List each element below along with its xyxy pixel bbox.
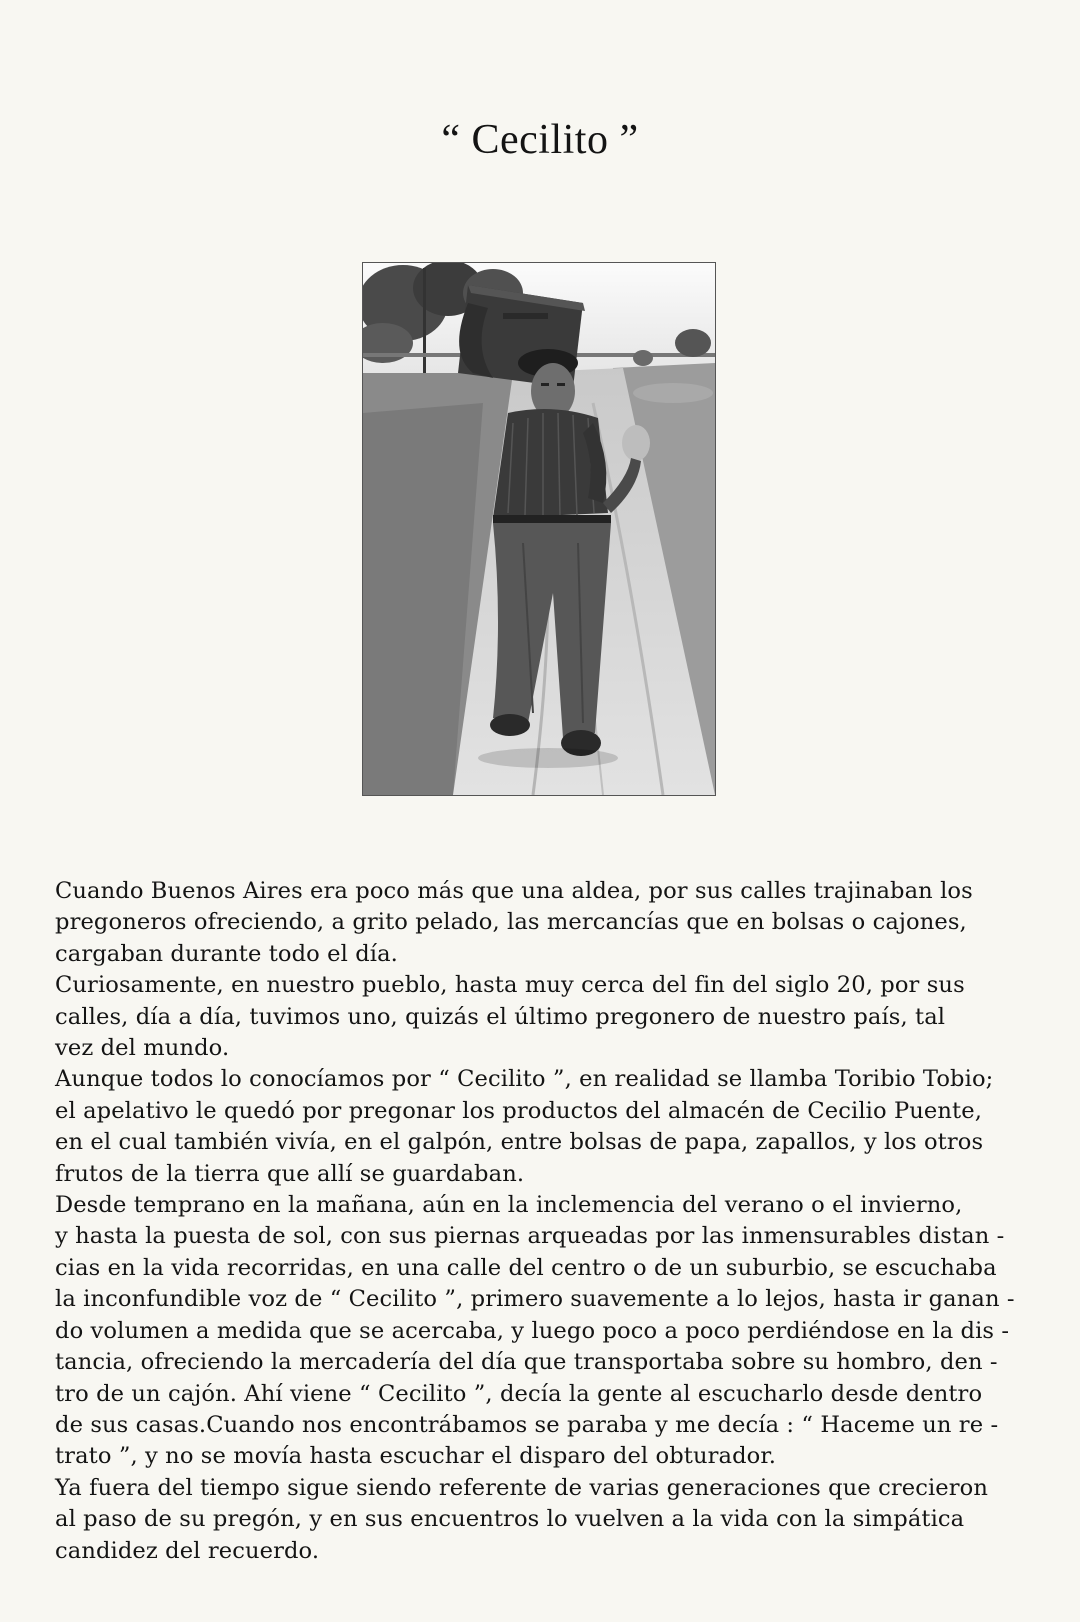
body-line: trato ”, y no se movía hasta escuchar el disparo del obturador. — [55, 1443, 777, 1470]
body-line: la inconfundible voz de “ Cecilito ”, primero suavemente a lo lejos, hasta ir ganan - — [55, 1286, 1015, 1313]
photograph-icon — [363, 263, 715, 795]
body-line: cias en la vida recorridas, en una calle del centro o de un suburbio, se escuchaba — [55, 1254, 997, 1281]
body-line: vez del mundo. — [55, 1035, 230, 1062]
body-line: Ya fuera del tiempo sigue siendo referente de varias generaciones que crecieron — [55, 1474, 989, 1501]
page-title: “ Cecilito ” — [441, 117, 639, 163]
photograph — [362, 262, 716, 796]
body-line: Aunque todos lo conocíamos por “ Cecilito ”, en realidad se llamba Toribio Tobio; — [55, 1066, 994, 1093]
body-line: tancia, ofreciendo la mercadería del día que transportaba sobre su hombro, den - — [55, 1349, 998, 1376]
body-line: el apelativo le quedó por pregonar los productos del almacén de Cecilio Puente, — [55, 1097, 982, 1124]
article-body — [55, 876, 1045, 1567]
body-line: en el cual también vivía, en el galpón, entre bolsas de papa, zapallos, y los otros — [55, 1129, 984, 1156]
body-line: de sus casas.Cuando nos encontrábamos se paraba y me decía : “ Haceme un re - — [55, 1411, 999, 1438]
body-line: y hasta la puesta de sol, con sus piernas arqueadas por las inmensurables distan - — [55, 1223, 1005, 1250]
body-line: frutos de la tierra que allí se guardaban. — [55, 1160, 525, 1187]
body-line: do volumen a medida que se acercaba, y luego poco a poco perdiéndose en la dis - — [55, 1317, 1010, 1344]
body-line: al paso de su pregón, y en sus encuentros lo vuelven a la vida con la simpática — [55, 1506, 965, 1533]
body-line: Desde temprano en la mañana, aún en la inclemencia del verano o el invierno, — [55, 1192, 963, 1219]
body-line: pregoneros ofreciendo, a grito pelado, las mercancías que en bolsas o cajones, — [55, 909, 967, 936]
body-line: Cuando Buenos Aires era poco más que una aldea, por sus calles trajinaban los — [55, 878, 973, 904]
body-line: calles, día a día, tuvimos uno, quizás el último pregonero de nuestro país, tal — [55, 1003, 946, 1030]
body-line: candidez del recuerdo. — [55, 1537, 320, 1564]
body-line: Curiosamente, en nuestro pueblo, hasta muy cerca del fin del siglo 20, por sus — [55, 972, 965, 999]
body-line: tro de un cajón. Ahí viene “ Cecilito ”, decía la gente al escucharlo desde dentro — [55, 1380, 983, 1407]
body-line: cargaban durante todo el día. — [55, 940, 398, 967]
